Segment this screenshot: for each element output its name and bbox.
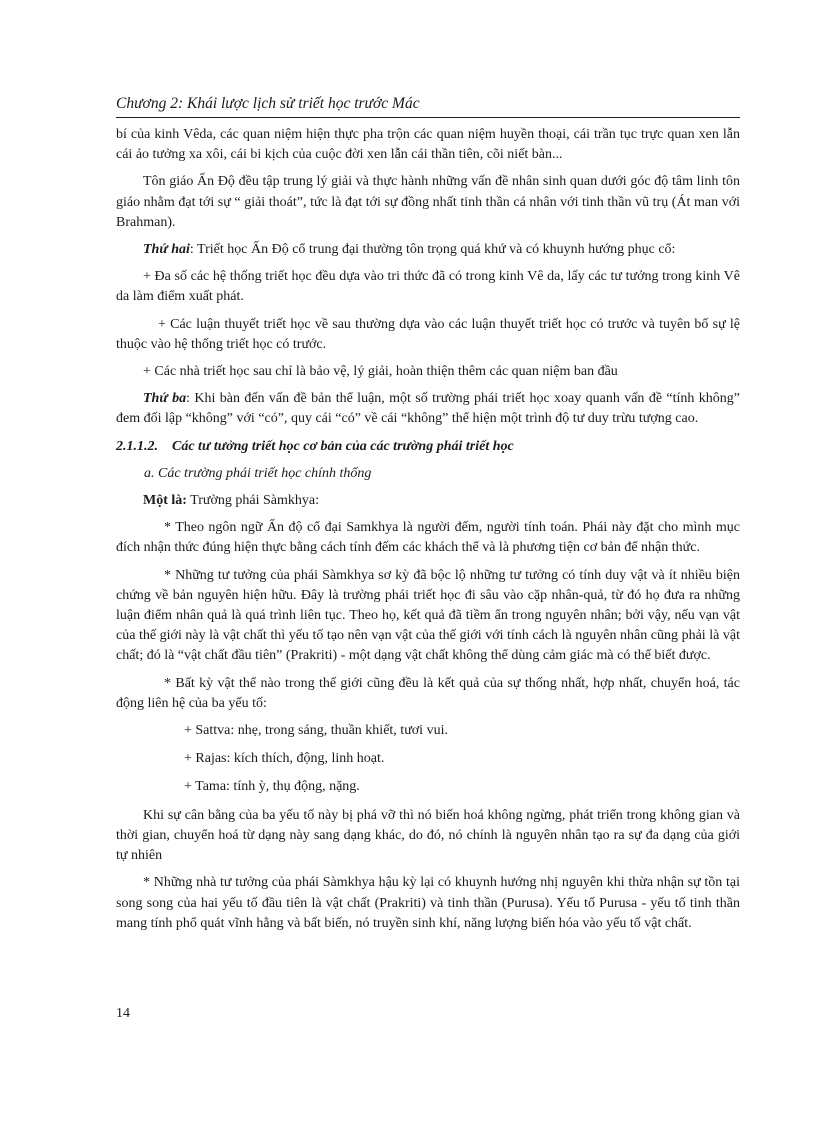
section-number: 2.1.1.2. [116,438,158,454]
paragraph-4: + Đa số các hệ thống triết học đều dựa vào tri thức đã có trong kinh Vê da, lấy các tư tưởng trong kinh Vê da làm điểm xuất phát. [116,269,740,305]
page-number: 14 [116,1006,130,1021]
paragraph-6: + Các nhà triết học sau chỉ là bảo vệ, lý giải, hoàn thiện thêm các quan niệm ban đầu [143,364,618,380]
list-item-rajas: + Rajas: kích thích, động, linh hoạt. [184,751,385,767]
paragraph-1: bí của kinh Vêda, các quan niệm hiện thực pha trộn các quan niệm huyền thoại, cái trần tục trực quan xen lẫn cái ảo tưởng xa xôi, cái bi kịch của cuộc đời xen lẫn cái thần tiên, cõi niết bàn... [116,127,740,163]
paragraph-8-text: Trường phái Sàmkhya: [186,493,319,509]
section-heading [116,437,740,457]
page-header: Chương 2: Khái lược lịch sử triết học trước Mác [116,94,740,118]
paragraph-13: * Những nhà tư tưởng của phái Sàmkhya hậu kỳ lại có khuynh hướng nhị nguyên khi thừa nhận sự tồn tại song song của hai yếu tố đầu tiên là vật chất (Prakriti) và tinh thần (Purusa). Yếu tố Purusa - yếu tố tinh thần mang tính phổ quát vĩnh hằng và bất biến, nó truyền sinh khí, năng lượng biến hóa vào yếu tố vật chất. [116,875,740,931]
paragraph-12: Khi sự cân bằng của ba yếu tố này bị phá vỡ thì nó biến hoá không ngừng, phát triển trong không gian và thời gian, chuyển hoá từ dạng này sang dạng khác, do đó, nó chính là nguyên nhân tạo ra sự đa dạng của giới tự nhiên [116,807,740,864]
paragraph-11: * Bất kỳ vật thể nào trong thế giới cũng đều là kết quả của sự thống nhất, hợp nhất, chuyển hoá, tác động liên hệ của ba yếu tố: [116,675,740,711]
paragraph-3-lead: Thứ hai [143,242,190,258]
list-item-tama: + Tama: tính ỳ, thụ động, nặng. [184,779,360,795]
paragraph-8 [116,491,740,511]
paragraph-9: * Theo ngôn ngữ Ấn độ cổ đại Samkhya là người đếm, người tính toán. Phái này đặt cho mình mục đích nhận thức đúng hiện thực bằng cách tính đếm các khách thể và là phương tiện cơ bản để nhận thức. [116,520,740,556]
subsection-heading: a. Các trường phái triết học chính thống [144,465,372,481]
paragraph-3 [116,240,740,260]
section-title: Các tư tưởng triết học cơ bản của các trường phái triết học [172,438,514,454]
paragraph-7 [116,389,740,429]
paragraph-7-lead: Thứ ba [143,391,187,407]
paragraph-8-lead: Một là: [143,493,187,509]
page-body [116,125,740,941]
paragraph-2: Tôn giáo Ấn Độ đều tập trung lý giải và thực hành những vấn đề nhân sinh quan dưới góc độ tâm linh tôn giáo nhằm đạt tới sự “ giải thoát”, tức là đạt tới sự đồng nhất tinh thần cá nhân với tinh thần vũ trụ (Át man với Brahman). [116,174,740,230]
paragraph-3-text: : Triết học Ấn Độ cổ trung đại thường tôn trọng quá khứ và có khuynh hướng phục cổ: [189,242,676,258]
paragraph-5: + Các luận thuyết triết học về sau thường dựa vào các luận thuyết triết học có trước và tuyên bố sự lệ thuộc vào hệ thống triết học có trước. [116,316,740,352]
paragraph-7-text: : Khi bàn đến vấn đề bản thể luận, một số trường phái triết học xoay quanh vấn đề “tính không” đem đối lập “không” với “có”, quy cái “có” về cái “không” thể hiện một trình độ tư duy trừu tượng cao. [116,391,740,427]
list-item-sattva: + Sattva: nhẹ, trong sáng, thuần khiết, tươi vui. [184,723,448,739]
paragraph-10: * Những tư tưởng của phái Sàmkhya sơ kỳ đã bộc lộ những tư tưởng có tính duy vật và ít nhiều biện chứng về bản nguyên hiện hữu. Đây là trường phái triết học đi sâu vào cặp nhân-quả, từ đó họ đưa ra những luận điểm nhân quả là quá trình liên tục. Theo họ, kết quả đã tiềm ẩn trong nguyên nhân; bởi vậy, nếu vạn vật của thế giới này là vật chất thì yếu tố tạo nên vạn vật của thế giới với tính cách là nguyên nhân cũng phải là vật chất; đó là “vật chất đầu tiên” (Prakriti) - một dạng vật chất không thể dùng cảm giác mà có thể biết được. [116,567,740,664]
